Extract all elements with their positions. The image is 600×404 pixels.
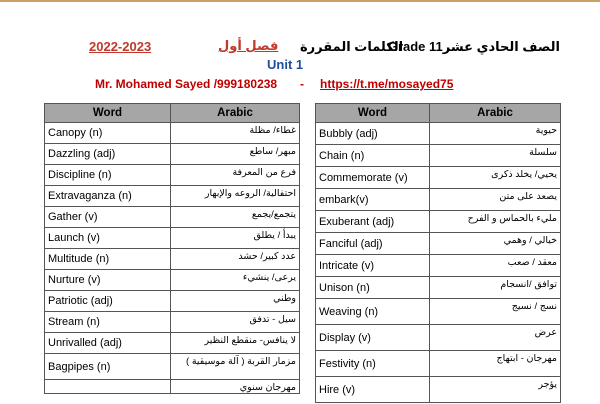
arabic-cell: احتفالية/ الروعه والإبهار xyxy=(171,186,300,207)
table-row xyxy=(45,123,300,144)
arabic-cell: حيوية xyxy=(430,123,561,145)
table-row xyxy=(316,167,561,189)
telegram-link[interactable]: https://t.me/mosayed75 xyxy=(320,77,454,91)
vocab-title: الكلمات المقررة xyxy=(300,39,404,54)
word-cell: Festivity (n) xyxy=(316,351,430,377)
word-cell: Commemorate (v) xyxy=(316,167,430,189)
year-label: 2022-2023 xyxy=(89,39,152,54)
arabic-cell: نسج / نسيج xyxy=(430,299,561,325)
arabic-cell: عدد كبير/ حشد xyxy=(171,249,300,270)
table-row xyxy=(45,312,300,333)
table-row xyxy=(45,354,300,380)
table-row xyxy=(316,299,561,325)
arabic-cell: يرعى/ ينشيء xyxy=(171,270,300,291)
word-cell: Weaving (n) xyxy=(316,299,430,325)
word-cell: Launch (v) xyxy=(45,228,171,249)
word-cell: embark(v) xyxy=(316,189,430,211)
word-cell: Patriotic (adj) xyxy=(45,291,171,312)
arabic-cell: مبهر/ ساطع xyxy=(171,144,300,165)
arabic-cell: يحيي/ يخلد ذكرى xyxy=(430,167,561,189)
table-row xyxy=(316,145,561,167)
arabic-cell: معقد / صعب xyxy=(430,255,561,277)
word-cell: Bagpipes (n) xyxy=(45,354,171,380)
table-row xyxy=(316,123,561,145)
word-cell: Dazzling (adj) xyxy=(45,144,171,165)
table-row xyxy=(316,277,561,299)
table-row xyxy=(316,255,561,277)
word-cell: Chain (n) xyxy=(316,145,430,167)
word-cell: Gather (v) xyxy=(45,207,171,228)
teacher-info: Mr. Mohamed Sayed /999180238 xyxy=(95,77,278,91)
top-border xyxy=(0,0,600,2)
arabic-cell: غطاء/ مظلة xyxy=(171,123,300,144)
word-cell: Canopy (n) xyxy=(45,123,171,144)
word-cell: Bubbly (adj) xyxy=(316,123,430,145)
word-cell: Stream (n) xyxy=(45,312,171,333)
table-row xyxy=(316,211,561,233)
word-cell: Extravaganza (n) xyxy=(45,186,171,207)
table-row xyxy=(45,207,300,228)
arabic-cell: مليء بالحماس و الفرح xyxy=(430,211,561,233)
table-row xyxy=(45,228,300,249)
arabic-cell: وطني xyxy=(171,291,300,312)
table-row xyxy=(316,233,561,255)
word-cell: Display (v) xyxy=(316,325,430,351)
table-row xyxy=(316,325,561,351)
col-header-arabic: Arabic xyxy=(171,104,300,123)
table-row xyxy=(316,189,561,211)
grade-label: الصف الحادي عشرGrade 11 xyxy=(387,39,560,54)
unit-title: Unit 1 xyxy=(267,57,304,72)
table-row xyxy=(45,165,300,186)
arabic-cell: يبدأ / يطلق xyxy=(171,228,300,249)
table-row xyxy=(316,351,561,377)
word-cell: Intricate (v) xyxy=(316,255,430,277)
arabic-cell: فرع من المعرفة xyxy=(171,165,300,186)
word-cell: Multitude (n) xyxy=(45,249,171,270)
arabic-cell: مزمار القربة ( آلة موسيقية ) xyxy=(171,354,300,380)
table-row xyxy=(45,380,300,394)
col-header-word: Word xyxy=(45,104,171,123)
word-cell: Unrivalled (adj) xyxy=(45,333,171,354)
table-row xyxy=(45,186,300,207)
separator: - xyxy=(300,77,304,91)
table-row xyxy=(45,333,300,354)
term-label: فصل أول xyxy=(218,38,279,53)
word-cell: Unison (n) xyxy=(316,277,430,299)
table-row xyxy=(45,144,300,165)
vocab-table-right xyxy=(315,103,561,403)
vocab-table-left xyxy=(44,103,300,394)
arabic-cell: يتجمع/يجمع xyxy=(171,207,300,228)
arabic-cell: سيل - تدفق xyxy=(171,312,300,333)
arabic-cell: مهرجان سنوي xyxy=(171,380,300,394)
col-header-word: Word xyxy=(316,104,430,123)
word-cell: Nurture (v) xyxy=(45,270,171,291)
table-row xyxy=(45,249,300,270)
word-cell xyxy=(45,380,171,394)
arabic-cell: توافق /انسجام xyxy=(430,277,561,299)
arabic-cell: سلسلة xyxy=(430,145,561,167)
arabic-cell: عرض xyxy=(430,325,561,351)
arabic-cell: يؤجر xyxy=(430,377,561,403)
col-header-arabic: Arabic xyxy=(430,104,561,123)
table-row xyxy=(45,270,300,291)
table-row xyxy=(45,291,300,312)
word-cell: Discipline (n) xyxy=(45,165,171,186)
arabic-cell: خيالي / وهمي xyxy=(430,233,561,255)
table-row xyxy=(316,377,561,403)
arabic-cell: مهرجان - ابتهاج xyxy=(430,351,561,377)
arabic-cell: يصعد على متن xyxy=(430,189,561,211)
word-cell: Hire (v) xyxy=(316,377,430,403)
word-cell: Exuberant (adj) xyxy=(316,211,430,233)
word-cell: Fanciful (adj) xyxy=(316,233,430,255)
arabic-cell: لا ينافس- منقطع النظير xyxy=(171,333,300,354)
